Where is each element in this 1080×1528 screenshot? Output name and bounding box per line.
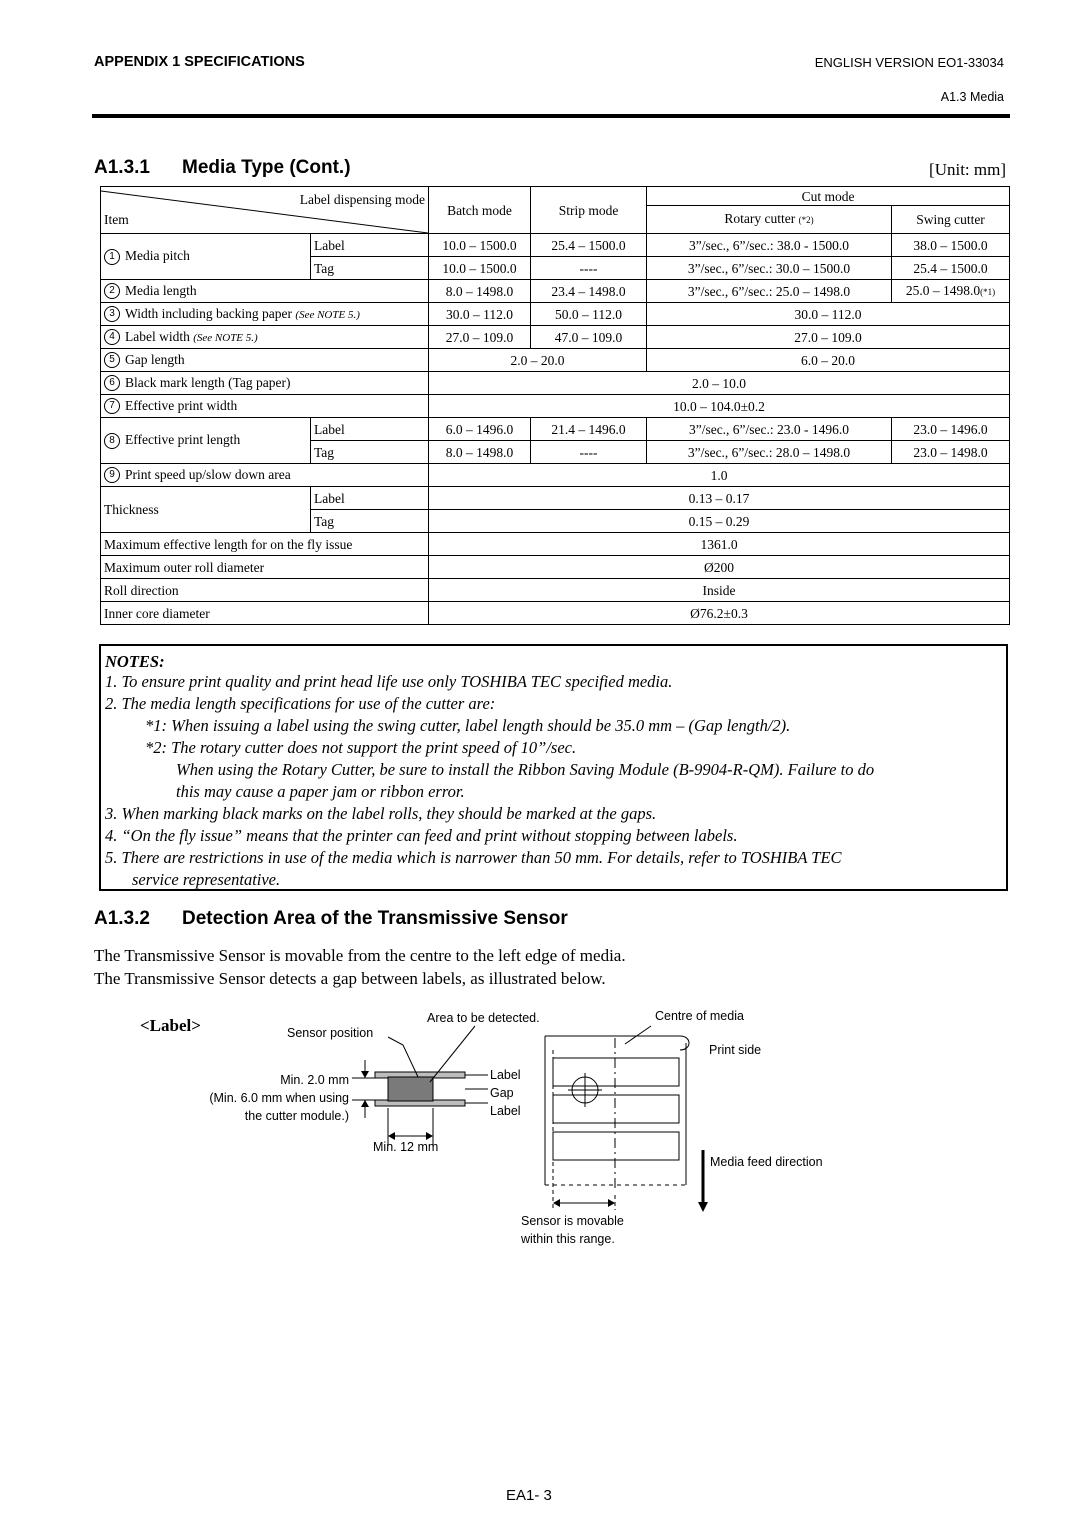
header-diagonal-cell [101, 187, 429, 234]
table-row [101, 487, 1010, 510]
row-core-diameter: Inner core diameter [101, 602, 429, 625]
row-speed-area [101, 464, 429, 487]
movable-text-1: Sensor is movable [521, 1214, 624, 1228]
table-row [101, 372, 1010, 395]
cell: Label [311, 418, 429, 441]
cell: Tag [311, 510, 429, 533]
notes-box [99, 644, 1008, 891]
cell: 3”/sec., 6”/sec.: 30.0 – 1500.0 [647, 257, 892, 280]
media-label-2 [553, 1095, 679, 1123]
area-text: Area to be detected. [427, 1011, 540, 1025]
note-reference: (See NOTE 5.) [295, 308, 360, 321]
cell: Label [311, 487, 429, 510]
cell: 38.0 – 1500.0 [892, 234, 1010, 257]
row-name: Media pitch [125, 248, 190, 264]
header-batch-mode: Batch mode [429, 187, 531, 234]
header-item: Item [104, 212, 129, 227]
feed-direction-text: Media feed direction [710, 1155, 823, 1169]
cell: 6.0 – 20.0 [647, 349, 1010, 372]
rotary-label: Rotary cutter [724, 211, 796, 226]
min6-text-b: the cutter module.) [244, 1109, 349, 1123]
row-gap-length [101, 349, 429, 372]
cell: Ø76.2±0.3 [429, 602, 1010, 625]
cell: 47.0 – 109.0 [531, 326, 647, 349]
cell: 10.0 – 104.0±0.2 [429, 395, 1010, 418]
arrowhead [388, 1132, 395, 1140]
media-label-1 [553, 1058, 679, 1086]
cell: 30.0 – 112.0 [647, 303, 1010, 326]
header-subsection: A1.3 Media [940, 90, 1004, 104]
page-number: EA1- 3 [506, 1487, 552, 1504]
header-rotary-cutter [647, 206, 892, 234]
cell: 23.0 – 1498.0 [892, 441, 1010, 464]
centre-leader [625, 1026, 651, 1044]
media-spec-table [100, 186, 1010, 625]
cell: 21.4 – 1496.0 [531, 418, 647, 441]
cell: 3”/sec., 6”/sec.: 25.0 – 1498.0 [647, 280, 892, 303]
row-effective-length [101, 418, 311, 464]
paragraph: The Transmissive Sensor detects a gap between labels, as illustrated below. [94, 969, 606, 988]
header-cut-mode: Cut mode [647, 187, 1010, 206]
table-row [101, 418, 1010, 441]
print-side-text: Print side [709, 1043, 762, 1057]
table-row [101, 556, 1010, 579]
cell: Inside [429, 579, 1010, 602]
circled-number: 8 [104, 433, 120, 449]
header-version: ENGLISH VERSION EO1-33034 [814, 55, 1004, 70]
note-1: 1. To ensure print quality and print head life use only TOSHIBA TEC specified media. [105, 672, 673, 691]
table-header-row [101, 187, 1010, 206]
header-swing-cutter: Swing cutter [892, 206, 1010, 234]
arrowhead [426, 1132, 433, 1140]
header-dispensing-mode: Label dispensing mode [299, 192, 425, 207]
row-name: Media length [125, 282, 197, 298]
row-effective-width [101, 395, 429, 418]
table-row [101, 602, 1010, 625]
section-heading-media-type [94, 157, 351, 179]
cell: 1361.0 [429, 533, 1010, 556]
cell: 6.0 – 1496.0 [429, 418, 531, 441]
arrowhead [698, 1202, 708, 1212]
table-row [101, 464, 1010, 487]
row-name: Width including backing paper [125, 305, 293, 321]
circled-number: 5 [104, 352, 120, 368]
section-number: A1.3.1 [94, 157, 150, 178]
cell: 3”/sec., 6”/sec.: 23.0 - 1496.0 [647, 418, 892, 441]
note-reference: (See NOTE 5.) [193, 331, 258, 344]
upper-label-strip [375, 1072, 465, 1078]
circled-number: 7 [104, 398, 120, 414]
min12-text: Min. 12 mm [373, 1140, 439, 1154]
table-row [101, 349, 1010, 372]
circled-number: 6 [104, 375, 120, 391]
table-row [101, 579, 1010, 602]
table-row [101, 326, 1010, 349]
row-name: Black mark length (Tag paper) [125, 374, 291, 390]
cell: 23.4 – 1498.0 [531, 280, 647, 303]
note-5: 5. There are restrictions in use of the media which is narrower than 50 mm. For details, refer to TOSHIBA TEC [105, 848, 842, 867]
circled-number: 4 [104, 329, 120, 345]
row-label-width [101, 326, 429, 349]
cell: Label [311, 234, 429, 257]
cell: 0.13 – 0.17 [429, 487, 1010, 510]
section-title: Detection Area of the Transmissive Sensor [182, 908, 568, 929]
lower-label-strip [375, 1100, 465, 1106]
section-title: Media Type (Cont.) [182, 157, 351, 178]
gap-text: Gap [490, 1086, 514, 1100]
note-2-sub-2-cont: When using the Rotary Cutter, be sure to install the Ribbon Saving Module (B-9904-R-QM). Failure to do [176, 760, 875, 779]
cell: 2.0 – 20.0 [429, 349, 647, 372]
cell: 10.0 – 1500.0 [429, 257, 531, 280]
movable-text-2: within this range. [521, 1232, 615, 1246]
media-roll-top [545, 1036, 689, 1050]
diagram-heading: <Label> [140, 1016, 201, 1035]
sensor-position-leader [388, 1037, 418, 1077]
note-2-sub-1: *1: When issuing a label using the swing cutter, label length should be 35.0 mm – (Gap length/2). [145, 716, 791, 735]
cell: 0.15 – 0.29 [429, 510, 1010, 533]
label1-text: Label [490, 1068, 521, 1082]
cell: 23.0 – 1496.0 [892, 418, 1010, 441]
note-2-sub-2-cont: this may cause a paper jam or ribbon error. [176, 782, 465, 801]
cell: 25.4 – 1500.0 [531, 234, 647, 257]
header-section-label: APPENDIX 1 SPECIFICATIONS [94, 54, 305, 70]
cell: 50.0 – 112.0 [531, 303, 647, 326]
note-5-cont: service representative. [132, 870, 281, 889]
media-label-3 [553, 1132, 679, 1160]
cell: 8.0 – 1498.0 [429, 441, 531, 464]
row-name: Gap length [125, 351, 185, 367]
cell: ---- [531, 257, 647, 280]
section-number: A1.3.2 [94, 908, 150, 929]
cell: 3”/sec., 6”/sec.: 38.0 - 1500.0 [647, 234, 892, 257]
centre-of-media-text: Centre of media [655, 1009, 744, 1023]
notes-title: NOTES: [105, 652, 165, 671]
sensor-area-block [388, 1077, 433, 1101]
cell: 8.0 – 1498.0 [429, 280, 531, 303]
cell: ---- [531, 441, 647, 464]
row-name: Effective print width [125, 397, 238, 413]
table-row [101, 533, 1010, 556]
sensor-position-text: Sensor position [287, 1026, 374, 1040]
cell: 30.0 – 112.0 [429, 303, 531, 326]
note-2-sub-2: *2: The rotary cutter does not support the print speed of 10”/sec. [145, 738, 577, 757]
cell: 3”/sec., 6”/sec.: 28.0 – 1498.0 [647, 441, 892, 464]
cell: 2.0 – 10.0 [429, 372, 1010, 395]
arrowhead [553, 1199, 560, 1207]
rotary-note: (*2) [798, 215, 814, 225]
min6-text-a: (Min. 6.0 mm when using [209, 1091, 349, 1105]
min2-text: Min. 2.0 mm [280, 1073, 349, 1087]
area-leader [430, 1026, 475, 1082]
arrowhead [361, 1100, 369, 1107]
row-thickness: Thickness [101, 487, 311, 533]
label2-text: Label [490, 1104, 521, 1118]
table-row [101, 395, 1010, 418]
cell [892, 280, 1010, 303]
cell-note: (*1) [980, 286, 996, 297]
circled-number: 3 [104, 306, 120, 322]
cell: Ø200 [429, 556, 1010, 579]
unit-label: [Unit: mm] [929, 160, 1006, 179]
note-3: 3. When marking black marks on the label rolls, they should be marked at the gaps. [105, 804, 657, 823]
table-row [101, 303, 1010, 326]
cell: 27.0 – 109.0 [647, 326, 1010, 349]
note-2: 2. The media length specifications for use of the cutter are: [105, 694, 496, 713]
row-name: Effective print length [125, 432, 241, 448]
table-row [101, 234, 1010, 257]
sensor-circle [572, 1077, 598, 1103]
section-heading-detection-area [94, 908, 568, 930]
row-black-mark [101, 372, 429, 395]
row-media-pitch [101, 234, 311, 280]
row-name: Print speed up/slow down area [125, 466, 291, 482]
cell: 1.0 [429, 464, 1010, 487]
cell: 27.0 – 109.0 [429, 326, 531, 349]
header-strip-mode: Strip mode [531, 187, 647, 234]
circled-number: 2 [104, 283, 120, 299]
arrowhead [361, 1071, 369, 1078]
cell-value: 25.0 – 1498.0 [905, 282, 981, 298]
cell: Tag [311, 441, 429, 464]
row-media-length [101, 280, 429, 303]
row-fly-issue: Maximum effective length for on the fly issue [101, 533, 429, 556]
table-row [101, 280, 1010, 303]
row-roll-direction: Roll direction [101, 579, 429, 602]
cell: 10.0 – 1500.0 [429, 234, 531, 257]
circled-number: 1 [104, 249, 120, 265]
row-width-backing [101, 303, 429, 326]
cell: 25.4 – 1500.0 [892, 257, 1010, 280]
arrowhead [608, 1199, 615, 1207]
paragraph: The Transmissive Sensor is movable from the centre to the left edge of media. [94, 946, 626, 965]
header-rule [92, 114, 1010, 118]
row-name: Label width [125, 328, 190, 344]
row-outer-diameter: Maximum outer roll diameter [101, 556, 429, 579]
note-4: 4. “On the fly issue” means that the printer can feed and print without stopping between labels. [105, 826, 738, 845]
cell: Tag [311, 257, 429, 280]
circled-number: 9 [104, 467, 120, 483]
